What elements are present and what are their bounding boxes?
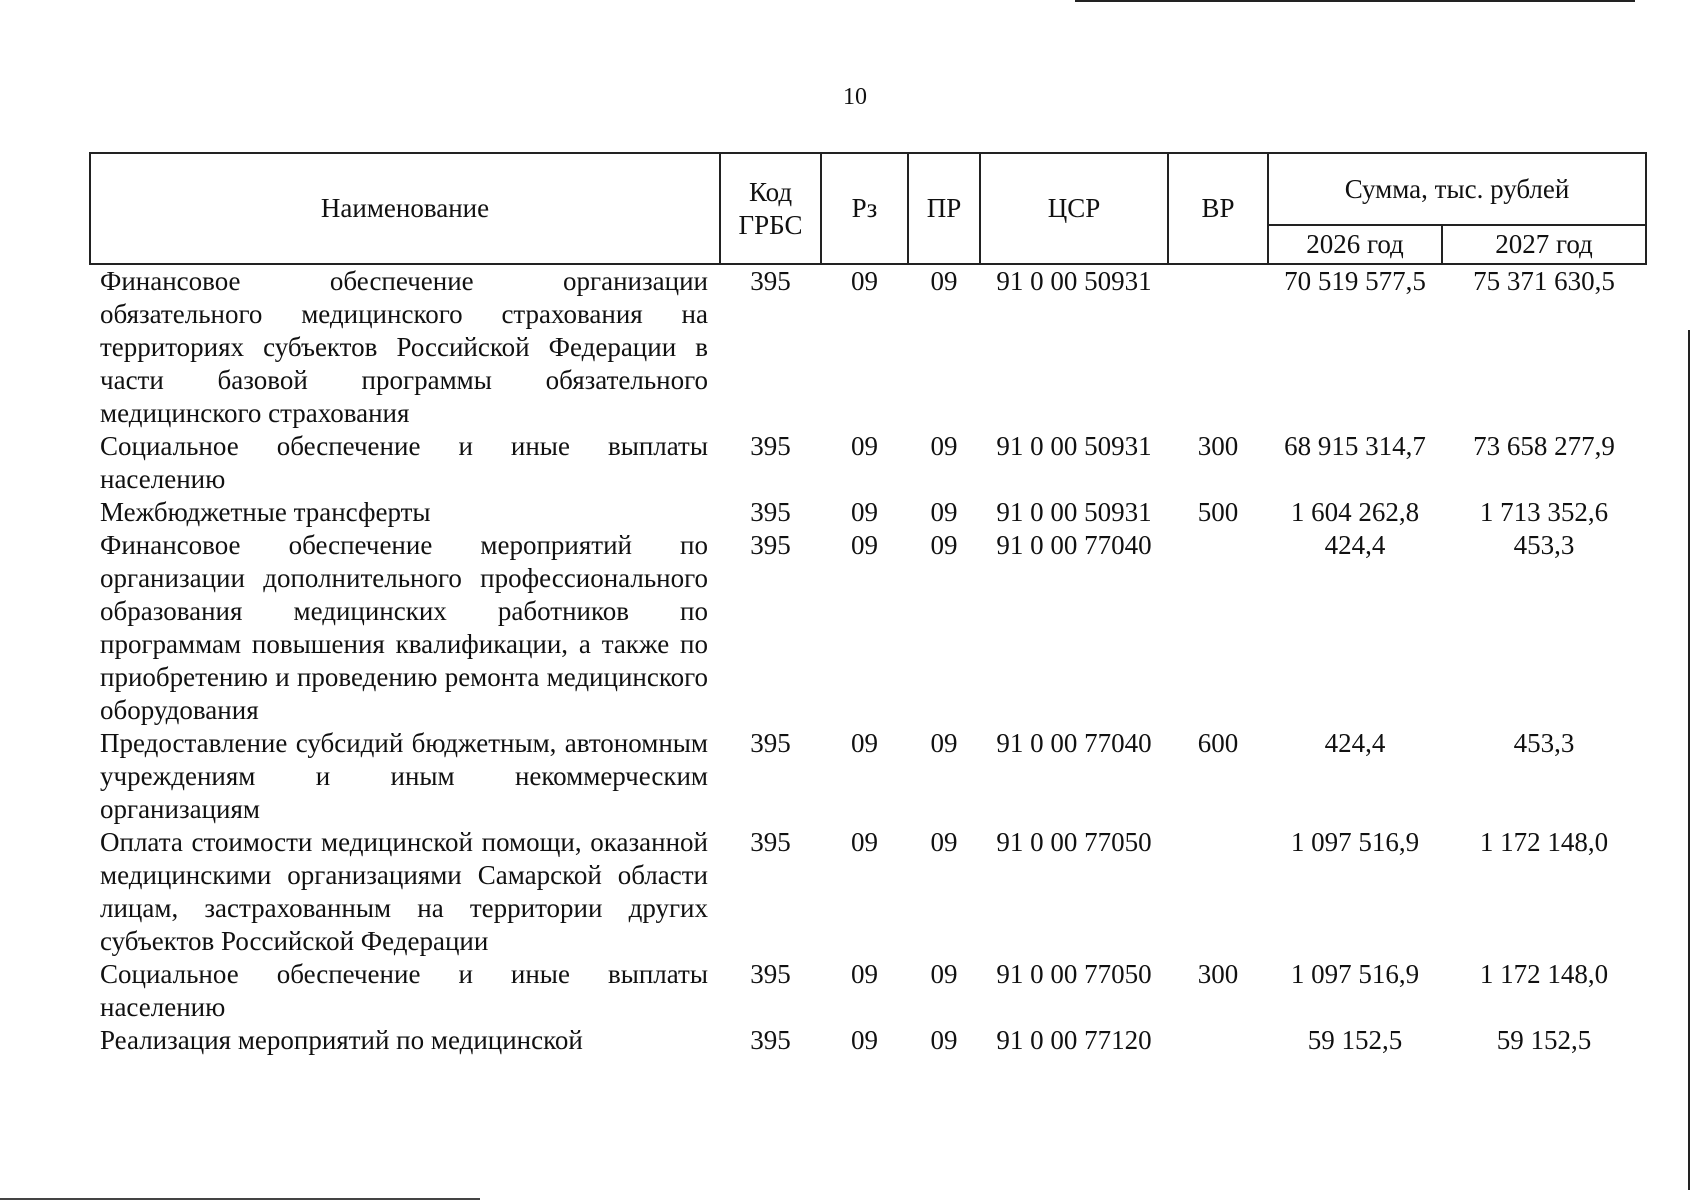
row-grbs: 395 <box>750 530 791 560</box>
page-number: 10 <box>843 84 867 110</box>
row-name: Предоставление субсидий бюджетным, автономным учреждениям и иным некоммерческим организациям <box>100 728 708 824</box>
row-csr: 91 0 00 77120 <box>996 1025 1152 1055</box>
row-vr <box>1168 529 1268 727</box>
row-name: Социальное обеспечение и иные выплаты населению <box>100 959 708 1022</box>
row-rz: 09 <box>851 266 878 296</box>
table-row <box>90 958 1646 1024</box>
row-sum-2027: 73 658 277,9 <box>1473 431 1615 461</box>
row-csr: 91 0 00 50931 <box>996 497 1152 527</box>
row-rz: 09 <box>851 497 878 527</box>
header-name: Наименование <box>90 153 720 264</box>
row-name: Межбюджетные трансферты <box>100 497 431 527</box>
row-rz: 09 <box>851 1025 878 1055</box>
row-vr <box>1168 1024 1268 1057</box>
row-grbs: 395 <box>750 431 791 461</box>
table-row <box>90 826 1646 958</box>
row-pr: 09 <box>930 266 958 296</box>
row-sum-2027: 1 172 148,0 <box>1479 827 1609 857</box>
header-csr: ЦСР <box>980 153 1168 264</box>
row-pr: 09 <box>930 497 958 527</box>
row-rz: 09 <box>851 728 878 758</box>
row-vr: 500 <box>1197 497 1239 527</box>
row-rz: 09 <box>851 431 878 461</box>
row-pr: 09 <box>930 827 958 857</box>
row-pr: 09 <box>930 1025 958 1055</box>
table-row <box>90 727 1646 826</box>
row-name: Реализация мероприятий по медицинской <box>100 1025 583 1055</box>
row-sum-2027: 453,3 <box>1513 728 1575 758</box>
table-row <box>90 496 1646 529</box>
row-sum-2026: 1 604 262,8 <box>1290 497 1420 527</box>
header-year-2026: 2026 год <box>1268 225 1442 264</box>
table-row <box>90 430 1646 496</box>
row-sum-2026: 1 097 516,9 <box>1290 959 1420 989</box>
row-csr: 91 0 00 50931 <box>996 266 1152 296</box>
row-grbs: 395 <box>750 497 791 527</box>
row-grbs: 395 <box>750 959 791 989</box>
row-sum-2026: 68 915 314,7 <box>1284 431 1426 461</box>
row-name: Оплата стоимости медицинской помощи, оказанной медицинскими организациями Самарской области лицам, застрахованным на территории других субъектов Российской Федерации <box>100 827 708 956</box>
row-csr: 91 0 00 50931 <box>996 431 1152 461</box>
budget-table <box>89 152 1647 1057</box>
row-name: Финансовое обеспечение организации обязательного медицинского страхования на территориях субъектов Российской Федерации в части базовой программы обязательного медицинского страхования <box>100 266 708 428</box>
row-csr: 91 0 00 77050 <box>996 959 1152 989</box>
table-row <box>90 264 1646 430</box>
row-sum-2026: 1 097 516,9 <box>1290 827 1420 857</box>
row-grbs: 395 <box>750 728 791 758</box>
row-vr: 300 <box>1197 959 1239 989</box>
row-rz: 09 <box>851 530 878 560</box>
row-sum-2027: 1 172 148,0 <box>1479 959 1609 989</box>
row-rz: 09 <box>851 959 878 989</box>
header-vr: ВР <box>1168 153 1268 264</box>
row-sum-2027: 453,3 <box>1513 530 1575 560</box>
table-body <box>90 264 1646 1057</box>
row-name: Социальное обеспечение и иные выплаты населению <box>100 431 708 494</box>
row-grbs: 395 <box>750 827 791 857</box>
row-vr <box>1168 826 1268 958</box>
row-name: Финансовое обеспечение мероприятий по организации дополнительного профессионального образования медицинских работников по программам повышения квалификации, а также по приобретению и проведению ремонта медицинского оборудования <box>100 530 708 725</box>
row-vr: 300 <box>1197 431 1239 461</box>
table-row <box>90 529 1646 727</box>
row-sum-2026: 59 152,5 <box>1307 1025 1403 1055</box>
row-pr: 09 <box>930 959 958 989</box>
row-sum-2026: 424,4 <box>1324 728 1386 758</box>
row-sum-2027: 1 713 352,6 <box>1479 497 1609 527</box>
scan-edge-right <box>1688 330 1690 1190</box>
row-vr: 600 <box>1197 728 1239 758</box>
header-rz: Рз <box>821 153 908 264</box>
row-sum-2027: 59 152,5 <box>1496 1025 1592 1055</box>
row-csr: 91 0 00 77040 <box>996 530 1152 560</box>
row-sum-2026: 424,4 <box>1324 530 1386 560</box>
row-vr <box>1168 264 1268 430</box>
row-grbs: 395 <box>750 266 791 296</box>
scan-edge-top <box>1075 0 1635 2</box>
header-year-2027: 2027 год <box>1442 225 1646 264</box>
row-pr: 09 <box>930 728 958 758</box>
row-csr: 91 0 00 77050 <box>996 827 1152 857</box>
row-csr: 91 0 00 77040 <box>996 728 1152 758</box>
header-sum: Сумма, тыс. рублей <box>1268 153 1646 225</box>
row-sum-2026: 70 519 577,5 <box>1284 266 1426 296</box>
header-pr: ПР <box>908 153 980 264</box>
row-pr: 09 <box>930 530 958 560</box>
row-rz: 09 <box>851 827 878 857</box>
row-grbs: 395 <box>750 1025 791 1055</box>
row-pr: 09 <box>930 431 958 461</box>
table-row <box>90 1024 1646 1057</box>
row-sum-2027: 75 371 630,5 <box>1473 266 1615 296</box>
header-grbs: Код ГРБС <box>720 153 821 264</box>
